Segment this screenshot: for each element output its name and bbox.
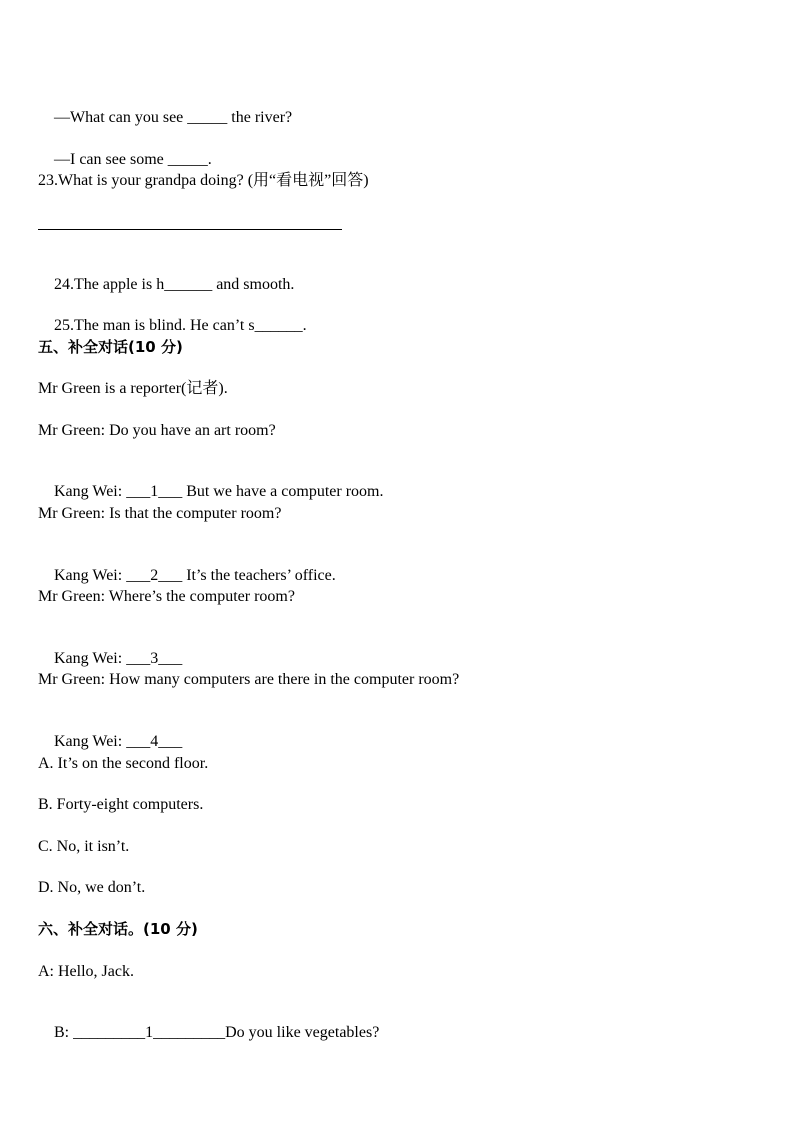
- speaker-label: Kang Wei:: [54, 567, 127, 584]
- dialogue-line-1: Mr Green: Do you have an art room?: [38, 422, 276, 439]
- dialogue-line-3: Mr Green: Is that the computer room?: [38, 505, 282, 522]
- question-text: —I can see some: [54, 151, 168, 168]
- question-text: .: [207, 151, 212, 168]
- question-text: the river?: [227, 109, 293, 126]
- fill-blank: ___1___: [126, 483, 183, 500]
- speaker-label: B:: [54, 1024, 74, 1041]
- dialogue-text: It’s the teachers’ office.: [182, 567, 336, 584]
- dialogue-intro: Mr Green is a reporter(记者).: [38, 380, 228, 397]
- speaker-label: Kang Wei:: [54, 733, 127, 750]
- fill-blank: ______: [254, 317, 303, 334]
- section-6-heading: 六、补全对话。(10 分): [38, 920, 198, 938]
- question-text: —What can you see: [54, 109, 188, 126]
- section-5-heading: 五、补全对话(10 分): [38, 338, 183, 356]
- question-text: .: [302, 317, 307, 334]
- fill-blank: _________1_________: [73, 1024, 226, 1041]
- question-text: and smooth.: [212, 276, 295, 293]
- option-b: B. Forty-eight computers.: [38, 796, 204, 813]
- question-text: 25.The man is blind. He can’t s: [54, 317, 255, 334]
- fill-blank: _____: [187, 109, 228, 126]
- dialogue-text: But we have a computer room.: [182, 483, 384, 500]
- answer-writing-line: [38, 229, 342, 230]
- dialogue2-line-1: A: Hello, Jack.: [38, 963, 134, 980]
- dialogue-text: Do you like vegetables?: [225, 1024, 380, 1041]
- question-23: 23.What is your grandpa doing? (用“看电视”回答): [38, 172, 369, 189]
- fill-blank: ______: [164, 276, 213, 293]
- dialogue2-line-2: [38, 1003, 379, 1063]
- fill-blank: ___3___: [126, 650, 183, 667]
- fill-blank: ___4___: [126, 733, 183, 750]
- option-c: C. No, it isn’t.: [38, 838, 130, 855]
- dialogue-line-7: Mr Green: How many computers are there in the computer room?: [38, 671, 460, 688]
- option-a: A. It’s on the second floor.: [38, 755, 209, 772]
- fill-blank: _____: [167, 151, 208, 168]
- speaker-label: Kang Wei:: [54, 650, 127, 667]
- option-d: D. No, we don’t.: [38, 879, 146, 896]
- dialogue-line-5: Mr Green: Where’s the computer room?: [38, 588, 295, 605]
- fill-blank: ___2___: [126, 567, 183, 584]
- question-text: 24.The apple is h: [54, 276, 165, 293]
- speaker-label: Kang Wei:: [54, 483, 127, 500]
